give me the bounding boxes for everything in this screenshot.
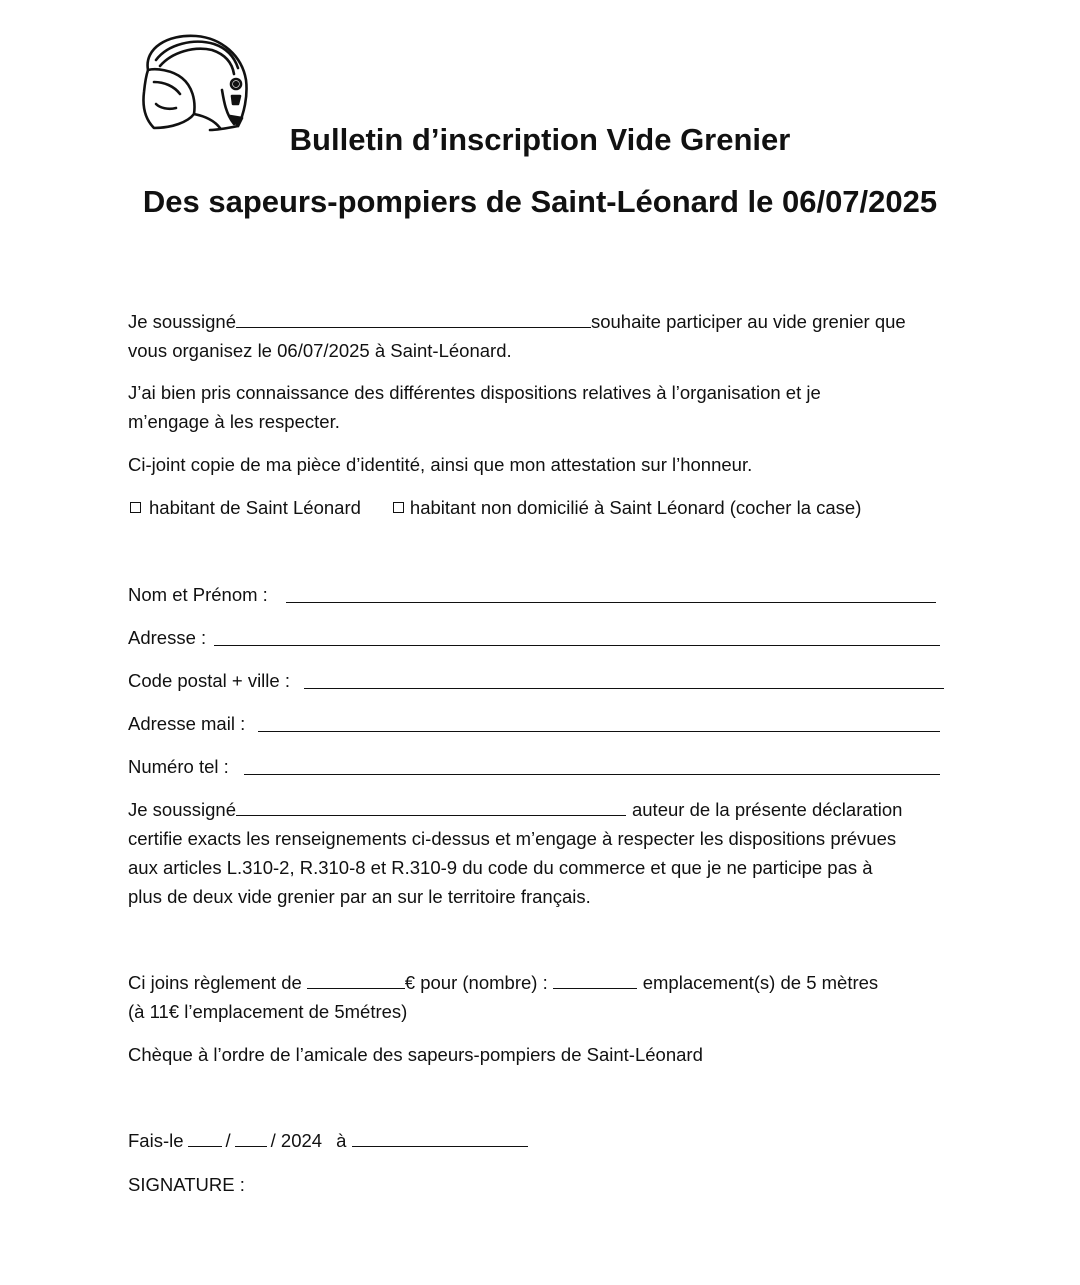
intro-suffix: souhaite participer au vide grenier que (590, 311, 906, 332)
acknowledgement-line-1: J’ai bien pris connaissance des différentes dispositions relatives à l’organisation et je (128, 382, 821, 403)
postal-city-field[interactable] (304, 688, 944, 689)
cheque-paragraph (128, 1040, 703, 1069)
firefighter-helmet-icon (138, 30, 250, 134)
intro-line-2: vous organisez le 06/07/2025 à Saint-Léonard. (128, 340, 512, 361)
non-resident-checkbox-label: habitant non domicilié à Saint Léonard (cocher la case) (409, 497, 862, 518)
phone-field[interactable] (244, 774, 940, 775)
email-field[interactable] (258, 731, 940, 732)
acknowledgement-paragraph (128, 378, 821, 436)
place-label: à (336, 1130, 347, 1151)
declaration-suffix: auteur de la présente déclaration (631, 799, 903, 820)
signatory-name-blank[interactable] (236, 308, 591, 328)
date-separator-1: / (225, 1130, 231, 1151)
fais-le-label: Fais-le (128, 1130, 184, 1151)
declaration-line-4: plus de deux vide grenier par an sur le territoire français. (128, 886, 591, 907)
attachment-paragraph (128, 450, 752, 479)
form-title: Bulletin d’inscription Vide Grenier (289, 122, 791, 157)
place-blank[interactable] (352, 1127, 528, 1147)
payment-euro-pour: € pour (nombre) : (404, 972, 548, 993)
signature-row (128, 1170, 245, 1199)
name-field[interactable] (286, 602, 936, 603)
address-field-label: Adresse : (128, 627, 207, 648)
signature-label: SIGNATURE : (128, 1174, 245, 1195)
address-field[interactable] (214, 645, 940, 646)
intro-paragraph (128, 307, 906, 365)
date-place-row (128, 1126, 528, 1155)
acknowledgement-line-2: m’engage à les respecter. (128, 411, 340, 432)
payment-prefix: Ci joins règlement de (128, 972, 302, 993)
declaration-prefix: Je soussigné (128, 799, 236, 820)
payment-suffix: emplacement(s) de 5 mètres (642, 972, 879, 993)
non-resident-checkbox[interactable] (393, 502, 404, 513)
form-subtitle: Des sapeurs-pompiers de Saint-Léonard le 06/07/2025 (142, 184, 938, 219)
payment-amount-blank[interactable] (307, 969, 405, 989)
declaration-line-2: certifie exacts les renseignements ci-dessus et m’engage à respecter les dispositions prévues (128, 828, 897, 849)
payment-paragraph (128, 968, 878, 1026)
declaration-paragraph (128, 795, 902, 911)
phone-field-label: Numéro tel : (128, 756, 229, 777)
resident-checkbox[interactable] (130, 502, 141, 513)
residency-options (130, 493, 861, 522)
resident-checkbox-label: habitant de Saint Léonard (149, 497, 361, 518)
spots-count-blank[interactable] (553, 969, 637, 989)
date-year: / 2024 (270, 1130, 323, 1151)
payment-line-2: (à 11€ l’emplacement de 5métres) (128, 1001, 408, 1022)
postal-city-field-label: Code postal + ville : (128, 670, 290, 691)
attachment-text: Ci-joint copie de ma pièce d’identité, ainsi que mon attestation sur l’honneur. (128, 454, 753, 475)
intro-prefix: Je soussigné (128, 311, 236, 332)
declaration-name-blank[interactable] (236, 796, 626, 816)
cheque-text: Chèque à l’ordre de l’amicale des sapeurs-pompiers de Saint-Léonard (128, 1044, 703, 1065)
month-blank[interactable] (235, 1127, 267, 1147)
name-field-label: Nom et Prénom : (128, 584, 268, 605)
day-blank[interactable] (188, 1127, 222, 1147)
declaration-line-3: aux articles L.310-2, R.310-8 et R.310-9 du code du commerce et que je ne participe pas à (128, 857, 873, 878)
email-field-label: Adresse mail : (128, 713, 246, 734)
